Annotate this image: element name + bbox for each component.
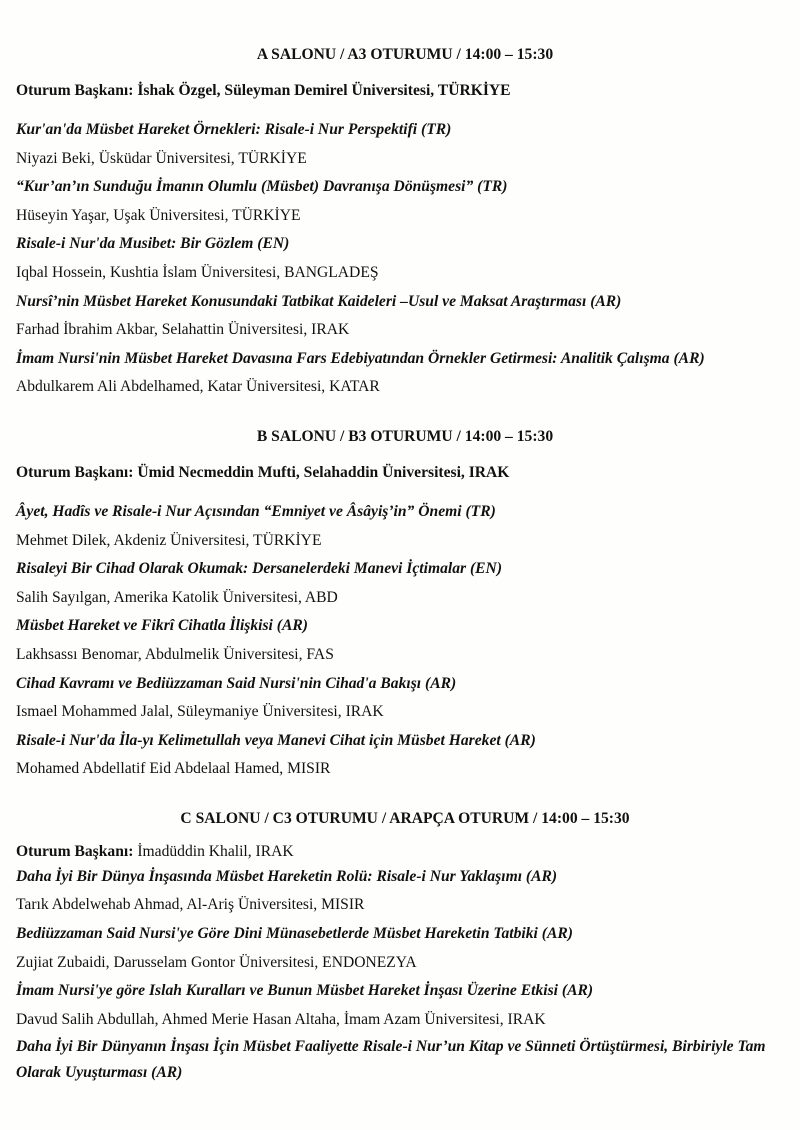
chair-name: Ümid Necmeddin Mufti, Selahaddin Üniversitesi, IRAK [137, 463, 510, 481]
session-heading: C SALONU / C3 OTURUMU / ARAPÇA OTURUM / 14:00 – 15:30 [180, 809, 630, 827]
chair-name: İmadüddin Khalil, IRAK [137, 842, 294, 860]
paper-author: Abdulkarem Ali Abdelhamed, Katar Üniversitesi, KATAR [16, 378, 380, 396]
chair-label: Oturum Başkanı: [16, 82, 134, 99]
paper-title: Risale-i Nur'da Musibet: Bir Gözlem (EN) [16, 235, 290, 253]
paper-title: Risale-i Nur'da İla-yı Kelimetullah veya Manevi Cihat için Müsbet Hareket (AR) [16, 731, 536, 749]
session-b [16, 426, 784, 784]
session-heading: B SALONU / B3 OTURUMU / 14:00 – 15:30 [256, 427, 554, 445]
paper-author: Mehmet Dilek, Akdeniz Üniversitesi, TÜRKİYE [16, 531, 322, 549]
session-chair [16, 80, 784, 102]
paper-author: Farhad İbrahim Akbar, Selahattin Üniversitesi, IRAK [16, 321, 350, 339]
chair-label: Oturum Başkanı: [16, 463, 134, 481]
paper-title: Müsbet Hareket ve Fikrî Cihatla İlişkisi (AR) [16, 617, 308, 635]
paper-title: Risaleyi Bir Cihad Olarak Okumak: Dersanelerdeki Manevi İçtimalar (EN) [16, 560, 503, 578]
paper-title: “Kur’an’ın Sunduğu İmanın Olumlu (Müsbet) Davranışa Dönüşmesi” (TR) [16, 178, 508, 196]
paper-author: Lakhsassı Benomar, Abdulmelik Üniversitesi, FAS [16, 645, 334, 663]
paper-title: Daha İyi Bir Dünya İnşasında Müsbet Hareketin Rolü: Risale-i Nur Yaklaşımı (AR) [16, 867, 558, 885]
paper-author: Tarık Abdelwehab Ahmad, Al-Ariş Üniversitesi, MISIR [16, 896, 365, 914]
session-chair [16, 462, 784, 484]
paper-title: Nursî’nin Müsbet Hareket Konusundaki Tatbikat Kaideleri –Usul ve Maksat Araştırması (AR) [16, 292, 622, 310]
session-heading: A SALONU / A3 OTURUMU / 14:00 – 15:30 [256, 46, 554, 63]
paper-author: Mohamed Abdellatif Eid Abdelaal Hamed, MISIR [16, 760, 331, 778]
chair-name: İshak Özgel, Süleyman Demirel Üniversitesi, TÜRKİYE [137, 82, 511, 99]
paper-author: Iqbal Hossein, Kushtia İslam Üniversitesi, BANGLADEŞ [16, 263, 379, 281]
session-chair [16, 841, 784, 863]
session-c [16, 808, 784, 1087]
paper-title: Bediüzzaman Said Nursi'ye Göre Dini Münasebetlerde Müsbet Hareketin Tatbiki (AR) [16, 925, 573, 943]
paper-author: Salih Sayılgan, Amerika Katolik Üniversitesi, ABD [16, 588, 338, 606]
paper-title: Cihad Kavramı ve Bediüzzaman Said Nursi'nin Cihad'a Bakışı (AR) [16, 674, 457, 692]
paper-author: Ismael Mohammed Jalal, Süleymaniye Üniversitesi, IRAK [16, 703, 384, 721]
paper-title: Daha İyi Bir Dünyanın İnşası İçin Müsbet Faaliyette Risale-i Nur’un Kitap ve Sünneti Örtüştürmesi, Birbiriyle Tam Olarak Uyuşturması (AR) [16, 1038, 766, 1082]
paper-author: Hüseyin Yaşar, Uşak Üniversitesi, TÜRKİYE [16, 206, 301, 224]
paper-title: Âyet, Hadîs ve Risale-i Nur Açısından “Emniyet ve Âsâyiş’in” Önemi (TR) [16, 502, 496, 520]
paper-title: İmam Nursi'nin Müsbet Hareket Davasına Fars Edebiyatından Örnekler Getirmesi: Analitik Çalışma (AR) [16, 349, 705, 367]
chair-label: Oturum Başkanı: [16, 842, 134, 860]
paper-author: Zujiat Zubaidi, Darusselam Gontor Üniversitesi, ENDONEZYA [16, 953, 417, 971]
paper-title: Kur'an'da Müsbet Hareket Örnekleri: Risale-i Nur Perspektifi (TR) [16, 121, 452, 138]
paper-author: Niyazi Beki, Üsküdar Üniversitesi, TÜRKİYE [16, 149, 307, 167]
paper-author: Davud Salih Abdullah, Ahmed Merie Hasan Altaha, İmam Azam Üniversitesi, IRAK [16, 1010, 546, 1028]
session-a [16, 44, 784, 402]
paper-title: İmam Nursi'ye göre Islah Kuralları ve Bunun Müsbet Hareket İnşası Üzerine Etkisi (AR) [16, 982, 594, 1000]
